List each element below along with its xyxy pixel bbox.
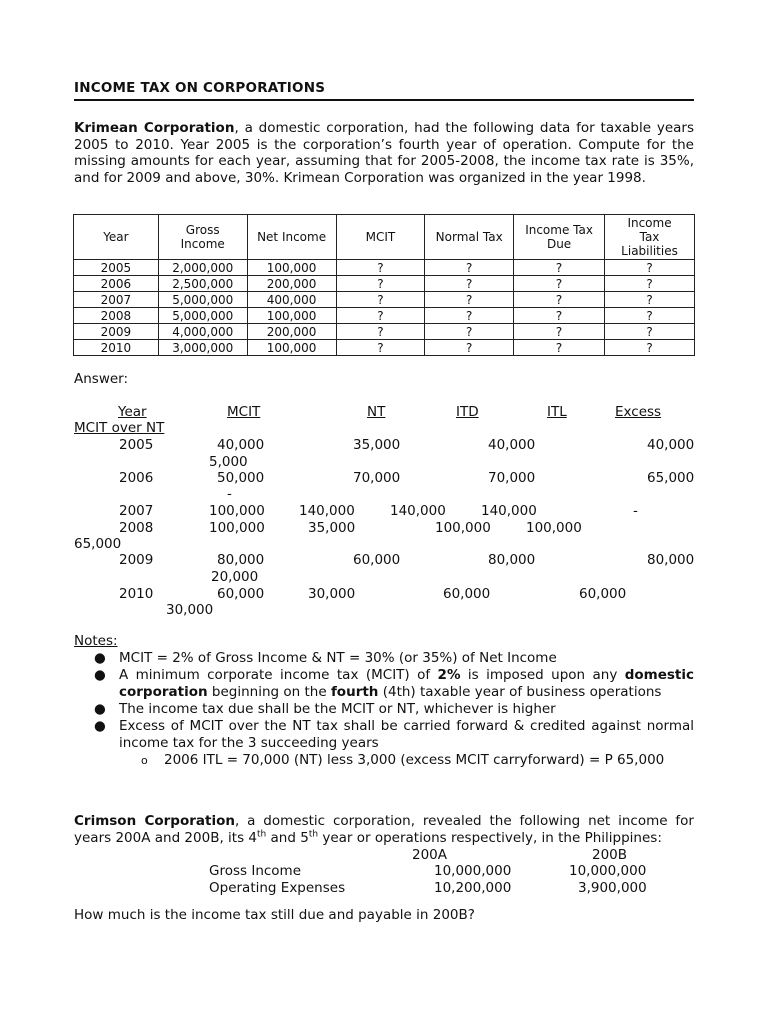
table-header: Income Tax Liabilities	[605, 215, 695, 260]
answer-year: 2007	[119, 503, 154, 519]
gross-income-label: Gross Income	[209, 863, 302, 879]
answer-excess: -	[227, 486, 232, 502]
answer-itd: 80,000	[488, 552, 536, 568]
table-row	[74, 260, 695, 276]
table-header: Net Income	[247, 215, 336, 260]
answer-itl: 60,000	[579, 586, 627, 602]
answer-year: 2009	[119, 552, 154, 568]
answer-excess: 65,000	[74, 536, 122, 552]
table-cell: 2005	[74, 260, 159, 276]
problem2-question: How much is the income tax still due and payable in 200B?	[74, 907, 475, 923]
answer-mcit: 60,000	[217, 586, 265, 602]
answer-mcit: 100,000	[209, 520, 265, 536]
table-cell: 4,000,000	[158, 324, 247, 340]
answer-header-excess: Excess	[615, 404, 662, 420]
answer-itd: 70,000	[488, 470, 536, 486]
table-row	[74, 324, 695, 340]
table-cell: 5,000,000	[158, 292, 247, 308]
bullet-icon: ●	[94, 667, 106, 683]
table-cell: 2006	[74, 276, 159, 292]
answer-header-mcit: MCIT	[227, 404, 261, 420]
column-header-200a: 200A	[412, 847, 448, 863]
answer-year: 2008	[119, 520, 154, 536]
table-cell: 2,000,000	[158, 260, 247, 276]
answer-year: 2005	[119, 437, 154, 453]
table-cell: 400,000	[247, 292, 336, 308]
answer-nt: 30,000	[308, 586, 356, 602]
answer-itl: 40,000	[647, 437, 695, 453]
problem2-company: Crimson Corporation	[74, 813, 235, 829]
answer-itd: 40,000	[488, 437, 536, 453]
answer-header-excess-wrap: MCIT over NT	[74, 420, 165, 436]
table-cell: ?	[514, 260, 605, 276]
answer-header-year: Year	[118, 404, 147, 420]
answer-excess: 30,000	[166, 602, 214, 618]
table-cell: 100,000	[247, 260, 336, 276]
table-cell: 2007	[74, 292, 159, 308]
data-table	[73, 214, 695, 356]
list-item: ● MCIT = 2% of Gross Income & NT = 30% (or 35%) of Net Income	[94, 650, 557, 666]
answer-header-itl: ITL	[547, 404, 567, 420]
answer-nt: 70,000	[353, 470, 401, 486]
table-header: Normal Tax	[425, 215, 514, 260]
list-item: ● The income tax due shall be the MCIT or NT, whichever is higher	[94, 701, 556, 717]
answer-mcit: 80,000	[217, 552, 265, 568]
answer-mcit: 40,000	[217, 437, 265, 453]
problem2-paragraph: Crimson Corporation, a domestic corporation, revealed the following net income for years 200A and 200B, its 4th and 5th year or operations respectively, in the Philippines:	[74, 813, 694, 846]
answer-header-nt: NT	[367, 404, 386, 420]
operating-expenses-200a: 10,200,000	[434, 880, 512, 896]
table-cell: ?	[514, 340, 605, 356]
table-row	[74, 308, 695, 324]
table-cell: ?	[605, 292, 695, 308]
table-cell: ?	[336, 276, 425, 292]
table-cell: ?	[425, 340, 514, 356]
answer-nt: 35,000	[353, 437, 401, 453]
answer-header-itd: ITD	[456, 404, 479, 420]
table-cell: ?	[336, 340, 425, 356]
table-cell: 100,000	[247, 340, 336, 356]
notes-list	[74, 650, 694, 752]
answer-itl: 65,000	[647, 470, 695, 486]
notes-sub-item: 2006 ITL = 70,000 (NT) less 3,000 (excess MCIT carryforward) = P 65,000	[164, 752, 665, 768]
table-cell: ?	[605, 260, 695, 276]
table-row	[74, 276, 695, 292]
answer-excess: 5,000	[209, 454, 248, 470]
table-cell: ?	[425, 292, 514, 308]
bullet-icon: ●	[94, 650, 106, 666]
table-cell: 100,000	[247, 308, 336, 324]
notes-label: Notes:	[74, 633, 118, 649]
answer-itl: 140,000	[481, 503, 537, 519]
table-cell: 3,000,000	[158, 340, 247, 356]
problem1-text: , a domestic corporation, had the following data for taxable years 2005 to 2010. Year 2005 is the corporation’s fourth year of operation. Compute for the missing amounts for each year, assuming that for 2005-2008, the income tax rate is 35%, and for 2009 and above, 30%. Krimean Corporation was organized in the year 1998.	[74, 120, 694, 186]
table-cell: 2,500,000	[158, 276, 247, 292]
column-header-200b: 200B	[592, 847, 628, 863]
table-cell: ?	[425, 276, 514, 292]
table-header-row	[74, 215, 695, 260]
gross-income-200b: 10,000,000	[569, 863, 647, 879]
table-cell: ?	[514, 276, 605, 292]
table-cell: ?	[425, 324, 514, 340]
table-cell: ?	[605, 340, 695, 356]
answer-label: Answer:	[74, 371, 129, 387]
answer-itd: 100,000	[435, 520, 491, 536]
table-cell: ?	[336, 324, 425, 340]
gross-income-200a: 10,000,000	[434, 863, 512, 879]
answer-nt: 60,000	[353, 552, 401, 568]
table-cell: 2008	[74, 308, 159, 324]
table-row	[74, 292, 695, 308]
table-header: MCIT	[336, 215, 425, 260]
answer-excess: 20,000	[211, 569, 259, 585]
table-cell: ?	[514, 292, 605, 308]
table-header: Year	[74, 215, 159, 260]
table-cell: ?	[425, 308, 514, 324]
bullet-icon: ●	[94, 701, 106, 717]
answer-year: 2006	[119, 470, 154, 486]
answer-nt: 35,000	[308, 520, 356, 536]
bullet-icon: ●	[94, 718, 106, 734]
operating-expenses-200b: 3,900,000	[578, 880, 647, 896]
answer-itd: 140,000	[390, 503, 446, 519]
table-cell: ?	[514, 308, 605, 324]
table-cell: 2009	[74, 324, 159, 340]
list-item: ● Excess of MCIT over the NT tax shall be carried forward & credited against normal income tax for the 3 succeeding years	[94, 718, 694, 751]
answer-itl: 80,000	[647, 552, 695, 568]
list-item: ● A minimum corporate income tax (MCIT) of 2% is imposed upon any domestic corporation beginning on the fourth (4th) taxable year of business operations	[94, 667, 695, 700]
table-cell: ?	[336, 260, 425, 276]
table-row	[74, 340, 695, 356]
table-header: Gross Income	[158, 215, 247, 260]
table-cell: 200,000	[247, 276, 336, 292]
answer-itl: 100,000	[526, 520, 582, 536]
sub-bullet-icon: o	[141, 754, 148, 767]
answer-excess: -	[633, 503, 638, 519]
answer-mcit: 100,000	[209, 503, 265, 519]
answer-mcit: 50,000	[217, 470, 265, 486]
table-cell: 5,000,000	[158, 308, 247, 324]
problem1-company: Krimean Corporation	[74, 120, 235, 136]
table-cell: ?	[605, 308, 695, 324]
operating-expenses-label: Operating Expenses	[209, 880, 346, 896]
table-cell: ?	[514, 324, 605, 340]
table-cell: 2010	[74, 340, 159, 356]
answer-year: 2010	[119, 586, 154, 602]
table-header: Income Tax Due	[514, 215, 605, 260]
table-cell: ?	[425, 260, 514, 276]
table-cell: ?	[605, 276, 695, 292]
answer-nt: 140,000	[299, 503, 355, 519]
table-cell: ?	[605, 324, 695, 340]
problem1-paragraph	[74, 120, 694, 186]
answer-itd: 60,000	[443, 586, 491, 602]
table-cell: ?	[336, 308, 425, 324]
page-title: INCOME TAX ON CORPORATIONS	[74, 80, 694, 101]
table-cell: ?	[336, 292, 425, 308]
table-cell: 200,000	[247, 324, 336, 340]
